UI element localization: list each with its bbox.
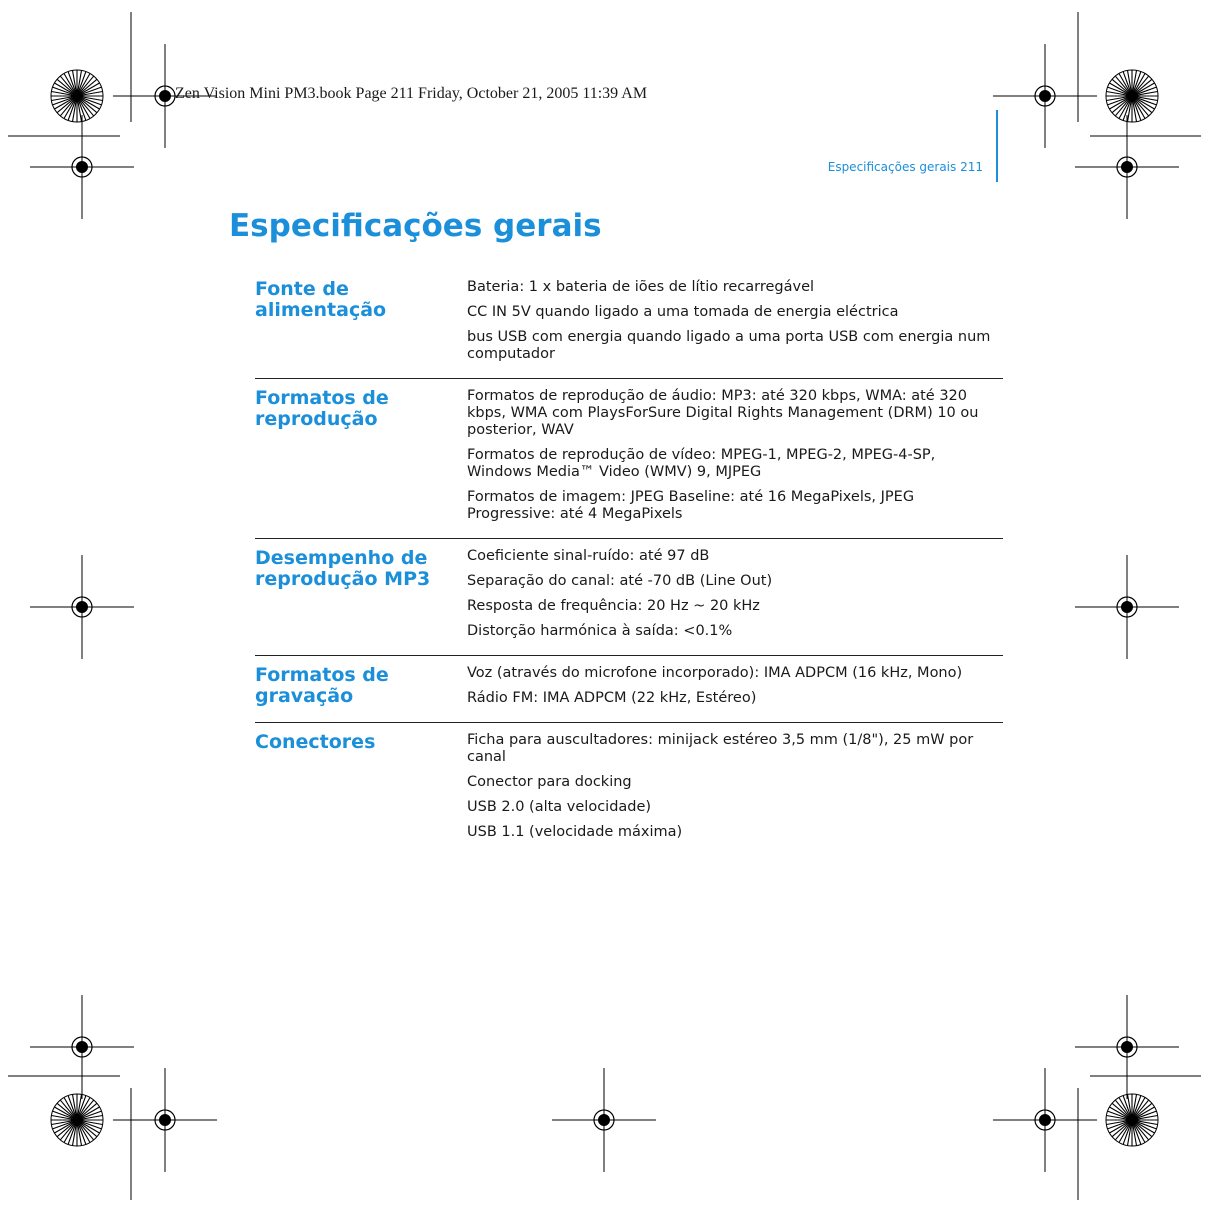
registration-mark [993, 1068, 1097, 1172]
spec-item: CC IN 5V quando ligado a uma tomada de energia eléctrica [467, 304, 899, 320]
spec-table [255, 276, 1003, 856]
spec-section-label: Desempenho de reprodução MP3 [255, 547, 431, 590]
spec-item: USB 2.0 (alta velocidade) [467, 799, 652, 815]
starburst-mark [51, 70, 103, 122]
spec-item: bus USB com energia quando ligado a uma porta USB com energia num computador [467, 329, 991, 362]
spec-item: USB 1.1 (velocidade máxima) [467, 824, 683, 840]
spec-item: Bateria: 1 x bateria de iões de lítio recarregável [467, 279, 815, 295]
registration-mark [30, 115, 134, 219]
spec-item: Distorção harmónica à saída: <0.1% [467, 623, 733, 639]
spec-item: Formatos de reprodução de áudio: MP3: até 320 kbps, WMA: até 320 kbps, WMA com PlaysForSure Digital Rights Management (DRM) 10 ou posterior, WAV [467, 388, 979, 438]
spec-section [255, 722, 1003, 856]
page-title: Especificações gerais [229, 208, 602, 244]
spec-section-items [467, 276, 1003, 368]
starburst-mark [1106, 1094, 1158, 1146]
registration-mark [993, 44, 1097, 148]
spec-section [255, 655, 1003, 722]
spec-section-label: Conectores [255, 731, 376, 753]
slug-line: Zen Vision Mini PM3.book Page 211 Friday, October 21, 2005 11:39 AM [175, 85, 648, 102]
running-head-rule [996, 110, 998, 182]
spec-item: Separação do canal: até -70 dB (Line Out) [467, 573, 773, 589]
starburst-mark [51, 1094, 103, 1146]
spec-section [255, 276, 1003, 378]
registration-mark [30, 995, 134, 1099]
spec-section-label: Formatos de reprodução [255, 387, 389, 430]
spec-item: Formatos de imagem: JPEG Baseline: até 16 MegaPixels, JPEG Progressive: até 4 MegaPixels [467, 489, 915, 522]
spec-section-label: Formatos de gravação [255, 664, 389, 707]
registration-mark [30, 555, 134, 659]
registration-mark [113, 1068, 217, 1172]
registration-mark [1075, 995, 1179, 1099]
starburst-mark [1106, 70, 1158, 122]
spec-item: Ficha para auscultadores: minijack estéreo 3,5 mm (1/8"), 25 mW por canal [467, 732, 974, 765]
spec-section-items [467, 545, 1003, 645]
spec-item: Rádio FM: IMA ADPCM (22 kHz, Estéreo) [467, 690, 757, 706]
registration-mark [1075, 115, 1179, 219]
running-head: Especificações gerais 211 [827, 160, 983, 174]
spec-item: Formatos de reprodução de vídeo: MPEG-1, MPEG-2, MPEG-4-SP, Windows Media™ Video (WMV) 9, MJPEG [467, 447, 936, 480]
spec-section-label: Fonte de alimentação [255, 278, 387, 321]
spec-item: Conector para docking [467, 774, 632, 790]
spec-section-items [467, 729, 1003, 846]
spec-item: Voz (através do microfone incorporado): IMA ADPCM (16 kHz, Mono) [467, 665, 963, 681]
registration-mark [1075, 555, 1179, 659]
spec-section-items [467, 662, 1003, 712]
spec-section [255, 378, 1003, 538]
spec-section [255, 538, 1003, 655]
spec-item: Resposta de frequência: 20 Hz ~ 20 kHz [467, 598, 760, 614]
spec-item: Coeficiente sinal-ruído: até 97 dB [467, 548, 710, 564]
spec-section-items [467, 385, 1003, 528]
registration-mark [552, 1068, 656, 1172]
